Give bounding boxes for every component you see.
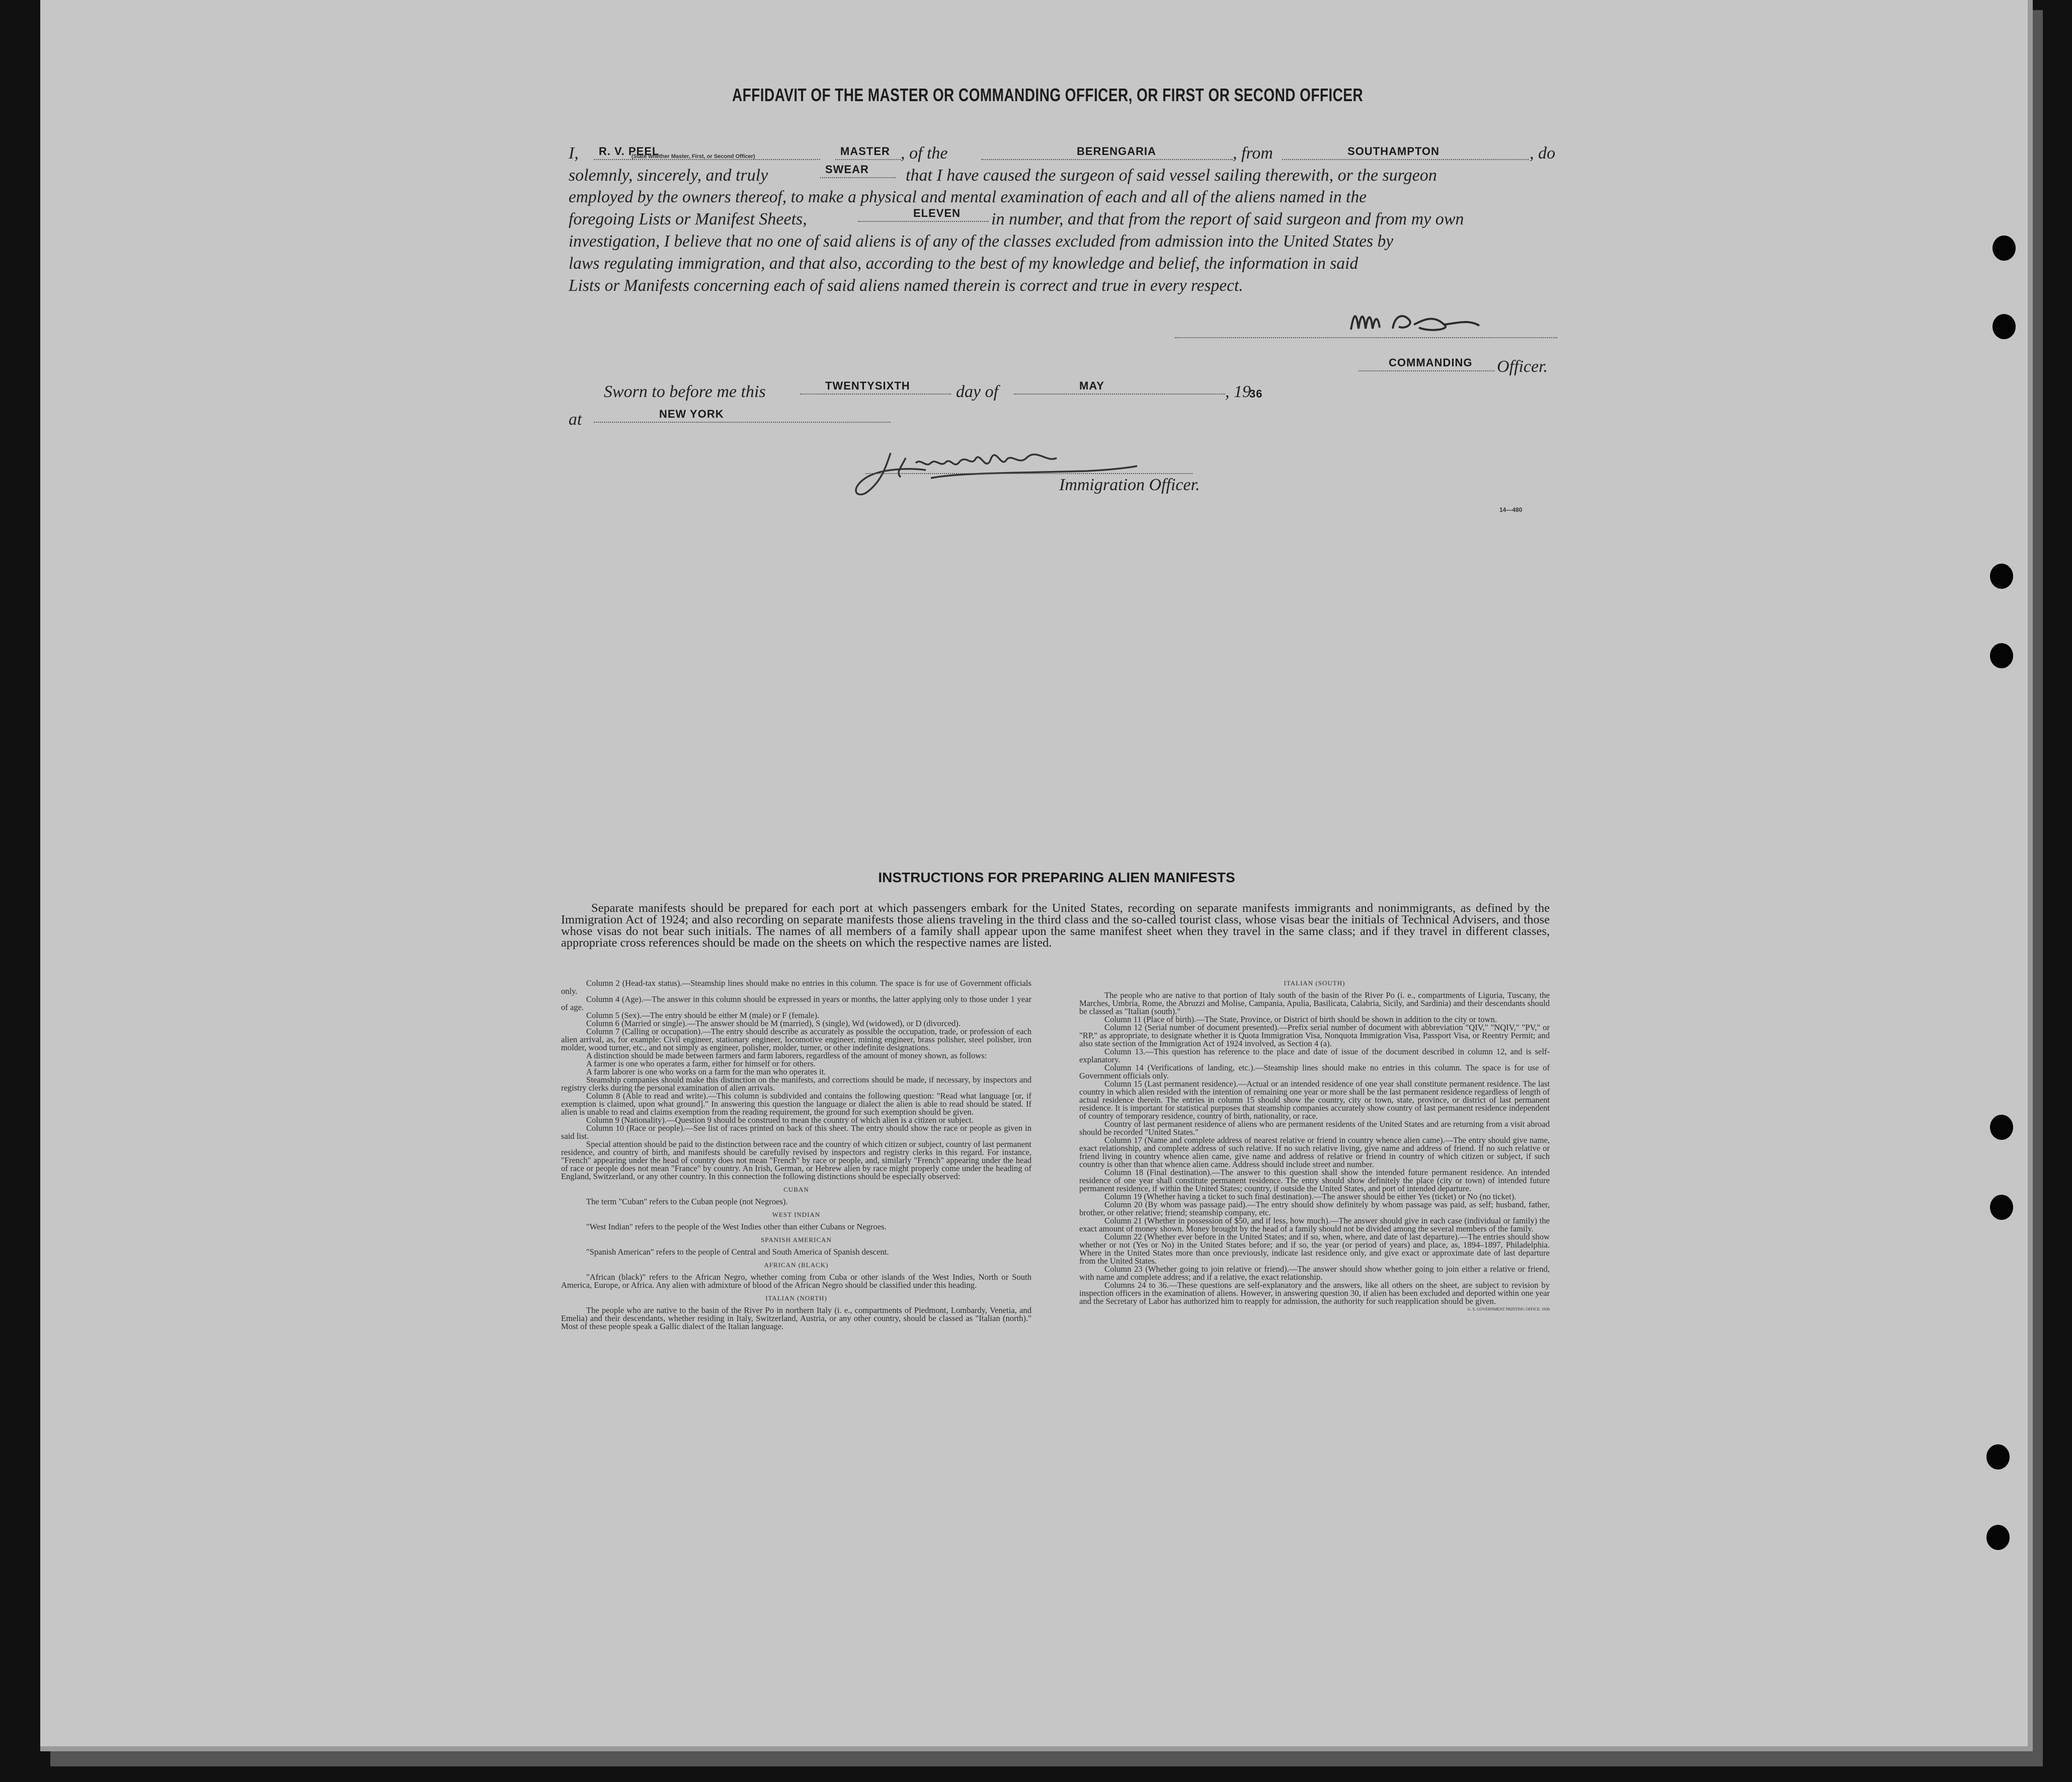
sworn-label: Sworn to before me this <box>604 382 766 401</box>
instructions-right-column <box>1079 979 1550 1313</box>
cuban-text: The term "Cuban" refers to the Cuban people (not Negroes). <box>586 1197 788 1206</box>
west-indian-heading: WEST INDIAN <box>772 1211 821 1218</box>
punch-hole <box>1990 1115 2013 1140</box>
punch-hole <box>1986 1444 2010 1469</box>
line4-end: in number, and that from the report of said surgeon and from my own <box>991 210 1464 228</box>
instruction-paragraph: Column 19 (Whether having a ticket to such final destination).—The answer should be either Yes (ticket) or No (no ticket). <box>1104 1192 1517 1201</box>
affidavit-title: AFFIDAVIT OF THE MASTER OR COMMANDING OFFICER, OR FIRST OR SECOND OFFICER <box>732 85 1364 105</box>
commanding-field: COMMANDING <box>1359 356 1494 371</box>
from-label: , from <box>1233 144 1273 163</box>
year-prefix: , 19 <box>1225 382 1251 401</box>
instruction-paragraph: Column 20 (By whom was passage paid).—The entry should show definitely by whom passage was paid, as self; husband, father, brother, or other relative; friend; steamship company, etc. <box>1079 1200 1550 1217</box>
instruction-paragraph: Column 6 (Married or single).—The answer should be M (married), S (single), Wd (widowed), or D (divorced). <box>586 1019 961 1028</box>
affidavit-line-3: employed by the owners thereof, to make a physical and mental examination of each and all of the aliens named in the <box>569 188 1367 206</box>
instruction-paragraph: Column 22 (Whether ever before in the United States; and if so, when, where, and date of last departure).—The entries should show whether or not (Yes or No) in the United States before; and if so, the year (or period of years) and place, as, 1894–1897, Philadelphia. Where in the United States more than once previously, indicate last residence only, and give exact or approximate date of last departure from the United States. <box>1079 1232 1550 1266</box>
instruction-paragraph: Column 23 (Whether going to join relative or friend).—The answer should show whether going to join either a relative or friend, with name and complete address; and if a relative, the exact relationship. <box>1079 1264 1550 1282</box>
master-signature <box>1328 304 1499 340</box>
instruction-paragraph: Special attention should be paid to the distinction between race and the country of which citizen or subject, country of last permanent residence, and country of birth, and manifests should be carefully revised by inspectors and registry clerks in this regard. For instance, "French" appearing under the head of country does not mean "French" by race or people, and, similarly "French" appearing under the head of race or people does not mean "France" by country. An Irish, German, or Hebrew alien by race might properly come under the heading of England, Switzerland, or any other country. In this connection the following distinctions should be especially observed: <box>561 1139 1031 1181</box>
instruction-paragraph: Country of last permanent residence of aliens who are permanent residents of the United States and are returning from a visit abroad should be recorded "United States." <box>1079 1119 1550 1137</box>
form-number: 14—480 <box>1499 506 1523 513</box>
punch-hole <box>1993 236 2016 261</box>
instruction-paragraph: A distinction should be made between farmers and farm laborers, regardless of the amount of money shown, as follows: <box>586 1051 987 1060</box>
punch-hole <box>1990 643 2013 668</box>
instruction-paragraph: Column 21 (Whether in possession of $50, and if less, how much).—The answer should give in each case (individual or family) the exact amount of money shown. Money brought by the head of a family should not be divided among the several members of the family. <box>1079 1216 1550 1233</box>
line2-start: solemnly, sincerely, and truly <box>569 166 768 185</box>
affidavit-line-7: Lists or Manifests concerning each of said aliens named therein is correct and true in every respect. <box>569 276 1243 295</box>
at-label: at <box>569 410 582 429</box>
year-field: 36 <box>1249 388 1263 400</box>
instructions-title: INSTRUCTIONS FOR PREPARING ALIEN MANIFESTS <box>878 870 1235 885</box>
affidavit-line-5: investigation, I believe that no one of said aliens is of any of the classes excluded from admission into the United States by <box>569 232 1394 251</box>
do-label: , do <box>1530 144 1555 163</box>
day-of-label: day of <box>956 382 999 401</box>
cuban-heading: CUBAN <box>783 1186 809 1193</box>
instruction-paragraph: Column 9 (Nationality).—Question 9 should be construed to mean the country of which alien is a citizen or subject. <box>586 1115 974 1125</box>
instruction-paragraph: Column 10 (Race or people).—See list of races printed on back of this sheet. The entry should show the race or people as given in said list. <box>561 1123 1031 1141</box>
african-text: "African (black)" refers to the African Negro, whether coming from Cuba or other islands of the West Indies, North or South America, Europe, or Africa. Any alien with admixture of blood of the African Negro should be classified under this heading. <box>561 1272 1031 1290</box>
west-indian-text: "West Indian" refers to the people of the West Indies other than either Cubans or Negroes. <box>586 1222 887 1231</box>
instruction-paragraph: A farmer is one who operates a farm, either for himself or for others. <box>586 1059 816 1068</box>
italian-south-heading: ITALIAN (SOUTH) <box>1284 979 1345 987</box>
instructions-intro: Separate manifests should be prepared for each port at which passengers embark for the United States, recording on separate manifests immigrants and nonimmigrants, as defined by the Immigration Act of 1924; and also recording on separate manifests those aliens traveling in the third class and the so-called tourist class, whose visas bear the initials of Technical Advisers, and those whose visas do not bear such initials. The names of all members of a family shall appear upon the same manifest sheet when they travel in the same class; and if they travel in different classes, appropriate cross references should be made on the sheets on which the respective names are listed. <box>561 901 1550 950</box>
italian-north-heading: ITALIAN (NORTH) <box>765 1294 827 1302</box>
officer-label: Officer. <box>1497 357 1548 376</box>
vessel-field: BERENGARIA <box>981 145 1233 160</box>
instruction-paragraph: Column 2 (Head-tax status).—Steamship lines should make no entries in this column. The space is for use of Government officials only. <box>561 978 1031 996</box>
instruction-paragraph: Column 18 (Final destination).—The answer to this question shall show the intended future permanent residence. An intended residence of one year shall constitute permanent residence. The entry should show definitely the place (city or town) of intended future permanent residence, if within the United States; country, if outside the United States, and port of intended departure. <box>1079 1168 1550 1193</box>
instruction-paragraph: Column 17 (Name and complete address of nearest relative or friend in country whence alien came).—The entry should give name, exact relationship, and complete address of such relative. If no such relative living, give name and address of friend. If no such relative or friend living in country whence alien came, give name and address of relative or friend in country of which citizen or subject, if such country is other than that whence alien came. Address should include street and number. <box>1079 1135 1550 1169</box>
instruction-paragraph: Column 7 (Calling or occupation).—The entry should describe as accurately as possible the occupation, trade, or profession of each alien arrival, as, for example: Civil engineer, stationary engineer, locomotive engineer, mining engineer, brass polisher, steel polisher, iron molder, wood turner, etc., and not simply as engineer, polisher, molder, turner, or other indefinite designations. <box>561 1027 1031 1052</box>
instruction-paragraph: Column 11 (Place of birth).—The State, Province, or District of birth should be shown in addition to the city or town. <box>1104 1015 1497 1024</box>
instruction-paragraph: The people who are native to that portion of Italy south of the basin of the River Po (i. e., compartments of Liguria, Tuscany, the Marches, Umbria, Rome, the Abruzzi and Molise, Campania, Apulia, Basilicata, Calabria, Sicily, and Sardinia) and their descendants should be classed as "Italian (south)." <box>1079 990 1550 1016</box>
instructions-left-column <box>561 979 1031 1331</box>
master-signature-line <box>1175 337 1557 338</box>
officer-rank-field: MASTER <box>835 145 901 160</box>
instruction-paragraph: A farm laborer is one who works on a farm for the man who operates it. <box>586 1067 826 1076</box>
officer-name-field: R. V. PEEL <box>594 145 820 160</box>
port-field: SOUTHAMPTON <box>1282 145 1529 160</box>
affidavit-i: I, <box>569 144 579 163</box>
instruction-paragraph: Column 13.—This question has reference to the place and date of issue of the document described in column 12, and is self-explanatory. <box>1079 1047 1550 1064</box>
oath-field: SWEAR <box>820 163 896 178</box>
punch-hole <box>1990 564 2013 589</box>
printer-mark: U. S. GOVERNMENT PRINTING OFFICE: 1936 <box>1467 1307 1550 1311</box>
instruction-paragraph: Column 15 (Last permanent residence).—Actual or an intended residence of one year shall constitute permanent residence. The last country in which alien resided with the intention of remaining one year or more shall be the last permanent residence regardless of length of actual residence therein. The entries in column 15 should show the country, city or town, state, province, or district of last permanent residence. It is important for statistical purposes that steamship companies accurately show country of last permanent residence independent of country of temporary residence, country of birth, nationality, or race. <box>1079 1079 1550 1121</box>
immigration-signature-line <box>865 473 1192 474</box>
instruction-paragraph: Column 12 (Serial number of document presented).—Prefix serial number of document with abbreviation "QIV," "NQIV," "PV," or "RP," as appropriate, to designate whether it is Quota Immigration Visa, Nonquota Immigration Visa, Passport Visa, or Reentry Permit; and also state section of the Immigration Act of 1924 involved, as Section 4 (a). <box>1079 1023 1550 1048</box>
spanish-american-text: "Spanish American" refers to the people of Central and South America of Spanish descent. <box>586 1247 889 1257</box>
african-heading: AFRICAN (BLACK) <box>764 1261 829 1269</box>
punch-hole <box>1993 314 2016 339</box>
sworn-month-field: MAY <box>1014 379 1225 395</box>
instruction-paragraph: Column 8 (Able to read and write).—This column is subdivided and contains the following question: "Read what language [or, if exemption is claimed, upon what ground]." In answering this question the language or dialect the alien is able to read should be stated. If alien is unable to read and claims exemption from the reading requirement, the ground for such exemption should be given. <box>561 1091 1031 1117</box>
sworn-place-field: NEW YORK <box>594 408 891 423</box>
immigration-officer-label: Immigration Officer. <box>1059 476 1200 494</box>
punch-hole <box>1986 1525 2010 1550</box>
instruction-paragraph: Column 14 (Verifications of landing, etc.).—Steamship lines should make no entries in this column. The space is for use of Government officials only. <box>1079 1063 1550 1080</box>
sheet-count-field: ELEVEN <box>858 207 989 222</box>
sworn-day-field: TWENTYSIXTH <box>800 379 951 395</box>
instruction-paragraph: Steamship companies should make this distinction on the manifests, and corrections should be made, if necessary, by inspectors and registry clerks during the personal examination of alien arrivals. <box>561 1075 1031 1093</box>
italian-north-text: The people who are native to the basin of the River Po in northern Italy (i. e., compartments of Piedmont, Lombardy, Venetia, and Emelia) and their descendants, whether residing in Italy, Switzerland, Austria, or any other country, should be classed as "Italian (north)." Most of these people speak a Gallic dialect of the Italian language. <box>561 1305 1031 1331</box>
of-the-label: , of the <box>901 144 948 163</box>
rank-hint: (State whether Master, First, or Second Officer) <box>631 153 755 160</box>
instruction-paragraph: Columns 24 to 36.—These questions are self-explanatory and the answers, like all others on the sheet, are subject to revision by inspection officers in the examination of aliens. However, in answering question 30, if alien has been excluded and deported within one year and the Secretary of Labor has authorized him to reapply for admission, the authority for such reapplication should be given. <box>1079 1280 1550 1306</box>
line2-end: that I have caused the surgeon of said vessel sailing therewith, or the surgeon <box>906 166 1437 185</box>
instruction-paragraph: Column 4 (Age).—The answer in this column should be expressed in years or months, the latter applying only to those under 1 year of age. <box>561 994 1031 1012</box>
spanish-american-heading: SPANISH AMERICAN <box>761 1236 832 1244</box>
affidavit-line-6: laws regulating immigration, and that also, according to the best of my knowledge and belief, the information in said <box>569 254 1359 273</box>
line4-start: foregoing Lists or Manifest Sheets, <box>569 210 807 228</box>
instruction-paragraph: Column 5 (Sex).—The entry should be either M (male) or F (female). <box>586 1011 820 1020</box>
punch-hole <box>1990 1195 2013 1220</box>
